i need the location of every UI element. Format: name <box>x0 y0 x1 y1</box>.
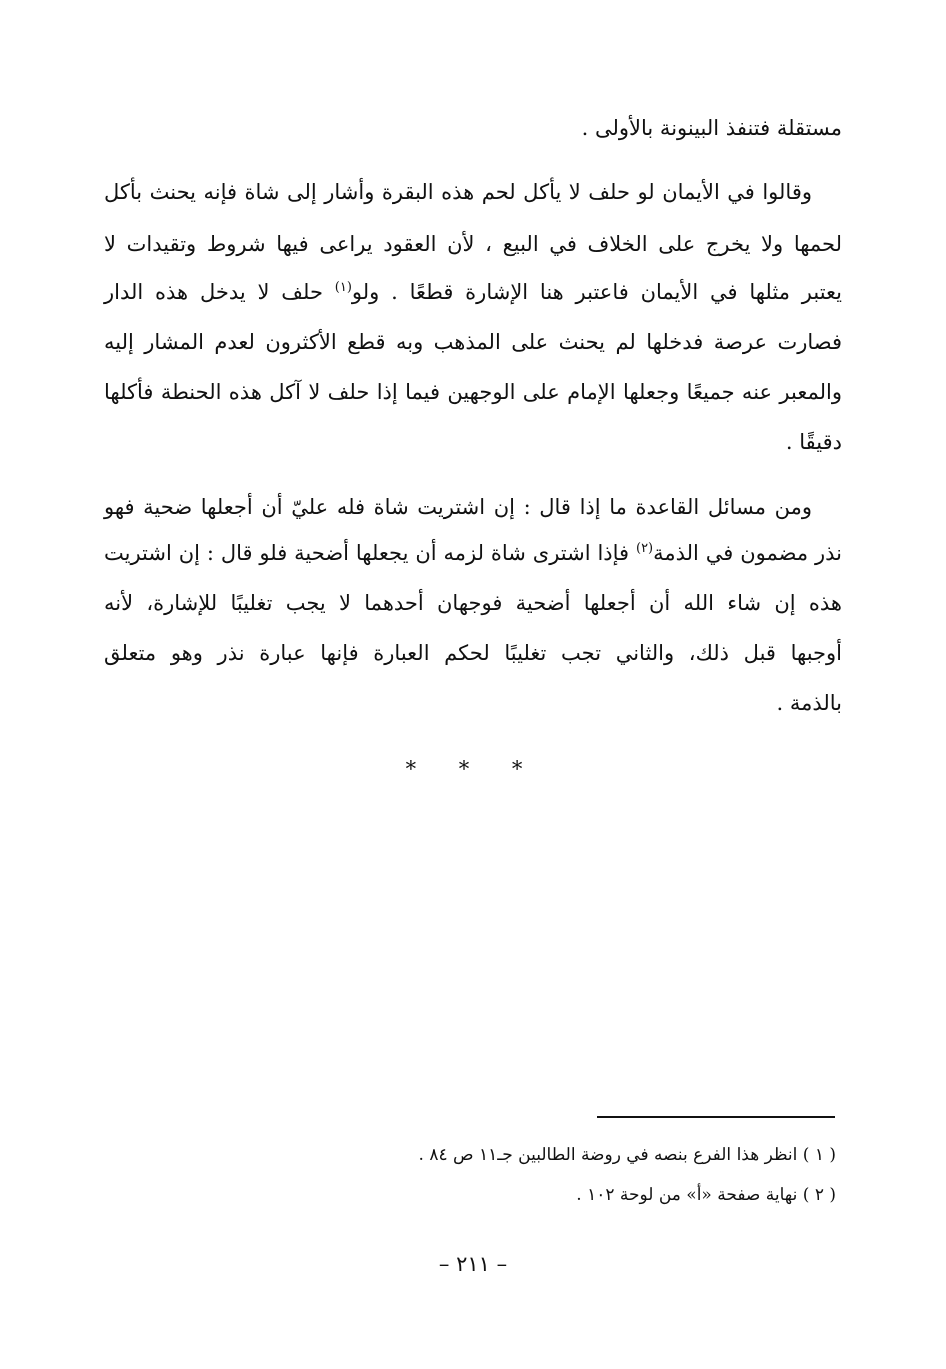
text-line-4-end: حلف لا يدخل هذه الدار <box>104 280 335 304</box>
text-line-5: فصارت عرصة فدخلها لم يحنث على المذهب وبه قطع الأكثرون لعدم المشار إليه <box>104 330 842 354</box>
text-line-1: مستقلة فتنفذ البينونة بالأولى . <box>581 116 842 140</box>
text-line-7: دقيقًا . <box>785 430 842 454</box>
footnote-1: ( ١ ) انظر هذا الفرع بنصه في روضة الطالبين جـ١١ ص ٨٤ . <box>418 1145 836 1165</box>
text-line-4 <box>104 277 842 307</box>
footnote-ref-2: (٢) <box>635 541 654 556</box>
text-line-9-end: فإذا اشترى شاة لزمه أن يجعلها أضحية فلو قال : إن اشتريت <box>104 541 636 565</box>
text-line-3: لحمها ولا يخرج على الخلاف في البيع ، لأن العقود يراعى فيها شروط وتقيدات لا <box>104 232 842 256</box>
footnote-ref-1: (١) <box>334 280 352 295</box>
footnote-divider <box>597 1116 835 1118</box>
text-line-9-start: نذر مضمون في الذمة <box>653 541 842 565</box>
text-line-6: والمعبر عنه جميعًا وجعلها الإمام على الوجهين فيما إذا حلف لا آكل هذه الحنطة فأكلها <box>104 380 842 404</box>
text-line-9 <box>104 538 842 568</box>
text-line-12: بالذمة . <box>776 691 842 715</box>
section-separator: * * * <box>405 757 541 781</box>
text-line-2: وقالوا في الأيمان لو حلف لا يأكل لحم هذه البقرة وأشار إلى شاة فإنه يحنث بأكل <box>104 180 812 204</box>
text-line-11: أوجبها قبل ذلك، والثاني تجب تغليبًا لحكم العبارة فإنها عبارة نذر وهو متعلق <box>104 641 842 665</box>
text-line-4-start: يعتبر مثلها في الأيمان فاعتبر هنا الإشارة قطعًا . ولو <box>351 280 843 304</box>
text-line-8: ومن مسائل القاعدة ما إذا قال : إن اشتريت شاة فله عليّ أن أجعلها ضحية فهو <box>104 495 812 519</box>
footnote-2: ( ٢ ) نهاية صفحة «أ» من لوحة ١٠٢ . <box>576 1185 836 1205</box>
page-number: – ٢١١ – <box>438 1252 508 1276</box>
text-line-10: هذه إن شاء الله أن أجعلها أضحية فوجهان أحدهما لا يجب تغليبًا للإشارة، لأنه <box>104 591 842 615</box>
